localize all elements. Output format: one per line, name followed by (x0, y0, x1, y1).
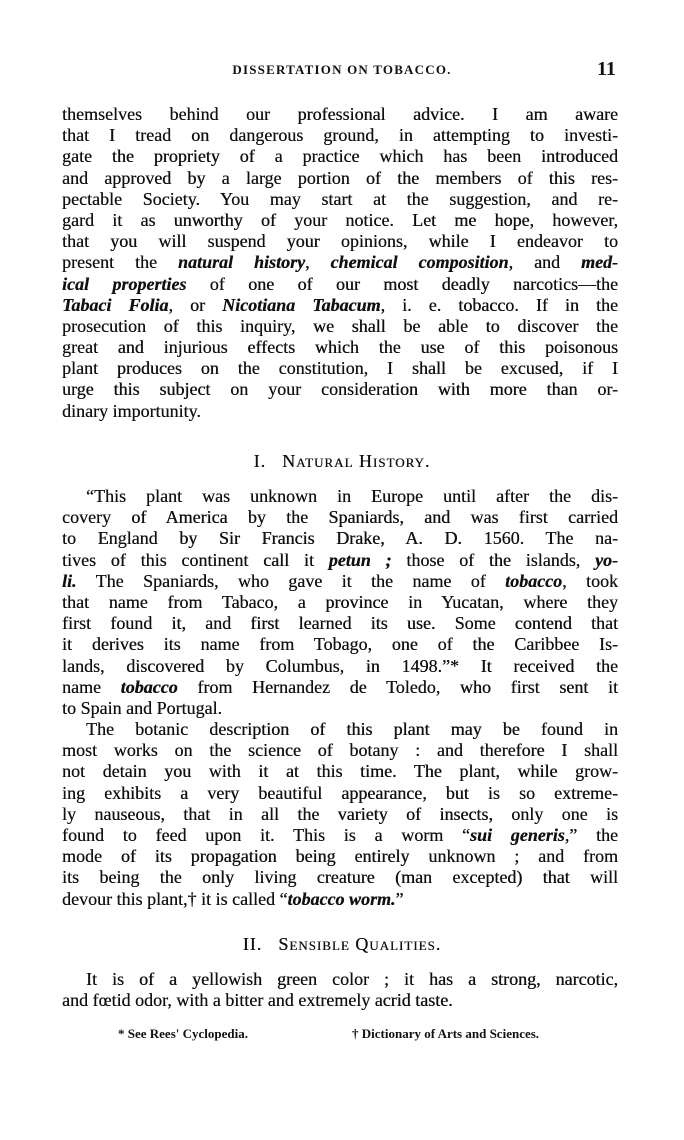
text-line (62, 550, 618, 571)
text-run: tives of this continent call it (62, 549, 329, 570)
footnote-dagger: † Dictionary of Arts and Sciences. (352, 1026, 540, 1041)
text-run: ” (395, 888, 404, 909)
text-line (62, 613, 618, 634)
text-line (62, 740, 618, 761)
text-line (62, 210, 618, 231)
italic-text: tobacco (505, 570, 563, 591)
text-run: plant produces on the constitution, I shall be excused, if I (62, 358, 618, 379)
text-run: and fœtid odor, with a bitter and extremely acrid taste. (62, 990, 453, 1011)
paragraph-intro (62, 104, 618, 422)
text-line (62, 486, 618, 507)
text-run: found to feed upon it. This is a worm “ (62, 824, 470, 845)
text-line (62, 677, 618, 698)
text-line (62, 231, 618, 252)
section-heading-natural-history (0, 451, 684, 472)
text-run: mode of its propagation being entirely unknown ; and from (62, 846, 618, 867)
text-run: ing exhibits a very beautiful appearance, but is so extreme- (62, 782, 618, 803)
text-line (62, 189, 618, 210)
text-run: that name from Tabaco, a province in Yucatan, where they (62, 591, 618, 612)
text-line (62, 656, 618, 677)
text-line (62, 990, 618, 1011)
text-line (62, 634, 618, 655)
italic-text: li. (62, 570, 77, 591)
text-run: devour this plant,† it is called “ (62, 888, 288, 909)
italic-text: Nicotiana Tabacum (222, 294, 381, 315)
italic-text: sui generis (469, 824, 565, 845)
text-run: It is of a yellowish green color ; it has a strong, narcotic, (86, 969, 618, 989)
text-run: covery of America by the Spaniards, and was first carried (62, 507, 618, 528)
text-line (62, 969, 618, 990)
paragraph-sensible-qualities (62, 969, 618, 1011)
text-line (62, 274, 618, 295)
text-line (62, 719, 618, 740)
text-run: urge this subject on your consideration with more than or- (62, 379, 618, 400)
text-run: to England by Sir Francis Drake, A. D. 1560. The na- (62, 528, 618, 549)
text-line (62, 104, 618, 125)
text-line (62, 168, 618, 189)
text-line (62, 146, 618, 167)
text-line (62, 358, 618, 379)
text-line (62, 401, 618, 422)
text-run: of one of our most deadly narcotics—the (186, 273, 618, 294)
text-line (62, 592, 618, 613)
text-run: ,” the (564, 824, 618, 845)
text-run: , i. e. tobacco. If in the (380, 294, 618, 315)
text-line (62, 825, 618, 846)
italic-text: yo- (595, 549, 618, 570)
text-run: The Spaniards, who gave it the name of (76, 570, 506, 591)
text-run: its being the only living creature (man excepted) that will (62, 867, 618, 888)
text-run: prosecution of this inquiry, we shall be able to discover the (62, 315, 618, 336)
section-title: Sensible Qualities. (278, 934, 442, 954)
text-line (62, 804, 618, 825)
text-line (62, 867, 618, 888)
text-run: lands, discovered by Columbus, in 1498.”* It received the (62, 655, 618, 676)
text-line (62, 316, 618, 337)
paragraph-natural-history-2 (62, 719, 618, 910)
text-line (62, 337, 618, 358)
section-heading-sensible-qualities (0, 934, 684, 955)
text-run: , or (168, 294, 223, 315)
text-run: , and (508, 252, 582, 273)
text-run: , took (562, 570, 618, 591)
text-line (62, 571, 618, 592)
italic-text: med- (581, 252, 618, 273)
text-line (62, 698, 618, 719)
text-run: and approved by a large portion of the members of this res- (62, 167, 618, 188)
text-line (62, 761, 618, 782)
text-line (62, 295, 618, 316)
section-numeral: II. (242, 934, 263, 954)
running-head: DISSERTATION ON TOBACCO. (232, 62, 452, 77)
text-run: “This plant was unknown in Europe until after the dis- (86, 486, 618, 506)
italic-text: natural history (177, 252, 306, 273)
text-run: that you will suspend your opinions, while I endeavor to (62, 231, 618, 252)
text-run: gate the propriety of a practice which has been introduced (62, 146, 618, 167)
italic-text: ical properties (62, 273, 187, 294)
italic-text: petun ; (328, 549, 392, 570)
text-line (62, 783, 618, 804)
text-run: The botanic description of this plant may be found in (86, 719, 618, 739)
footnote-asterisk: * See Rees' Cyclopedia. (118, 1026, 248, 1041)
text-run: first found it, and first learned its use. Some contend that (62, 613, 618, 634)
italic-text: chemical composition (330, 252, 509, 273)
text-line (62, 125, 618, 146)
text-line (62, 252, 618, 273)
text-run: it derives its name from Tobago, one of the Caribbee Is- (62, 634, 618, 655)
text-run: those of the islands, (391, 549, 596, 570)
text-run: themselves behind our professional advice. I am aware (62, 104, 618, 124)
text-line (62, 528, 618, 549)
text-run: that I tread on dangerous ground, in attempting to investi- (62, 125, 618, 146)
italic-text: tobacco worm. (287, 888, 396, 909)
section-title: Natural History. (282, 451, 431, 471)
text-run: ly nauseous, that in all the variety of insects, only one is (62, 803, 618, 824)
text-run: not detain you with it at this time. The plant, while grow- (62, 761, 618, 782)
text-run: , (305, 252, 331, 273)
text-run: from Hernandez de Toledo, who first sent it (177, 676, 618, 697)
text-run: dinary importunity. (62, 400, 201, 421)
text-run: name (62, 676, 121, 697)
text-run: to Spain and Portugal. (62, 697, 222, 718)
text-run: gard it as unworthy of your notice. Let me hope, however, (62, 209, 618, 230)
text-run: pectable Society. You may start at the suggestion, and re- (62, 188, 618, 209)
italic-text: Tabaci Folia (62, 294, 169, 315)
text-line (62, 889, 618, 910)
italic-text: tobacco (120, 676, 178, 697)
text-line (62, 507, 618, 528)
section-numeral: I. (253, 451, 267, 471)
text-line (62, 846, 618, 867)
text-run: great and injurious effects which the use of this poisonous (62, 337, 618, 358)
text-run: present the (62, 252, 178, 273)
text-run: most works on the science of botany : and therefore I shall (62, 740, 618, 761)
paragraph-natural-history-1 (62, 486, 618, 719)
page-number: 11 (597, 58, 616, 80)
text-line (62, 379, 618, 400)
